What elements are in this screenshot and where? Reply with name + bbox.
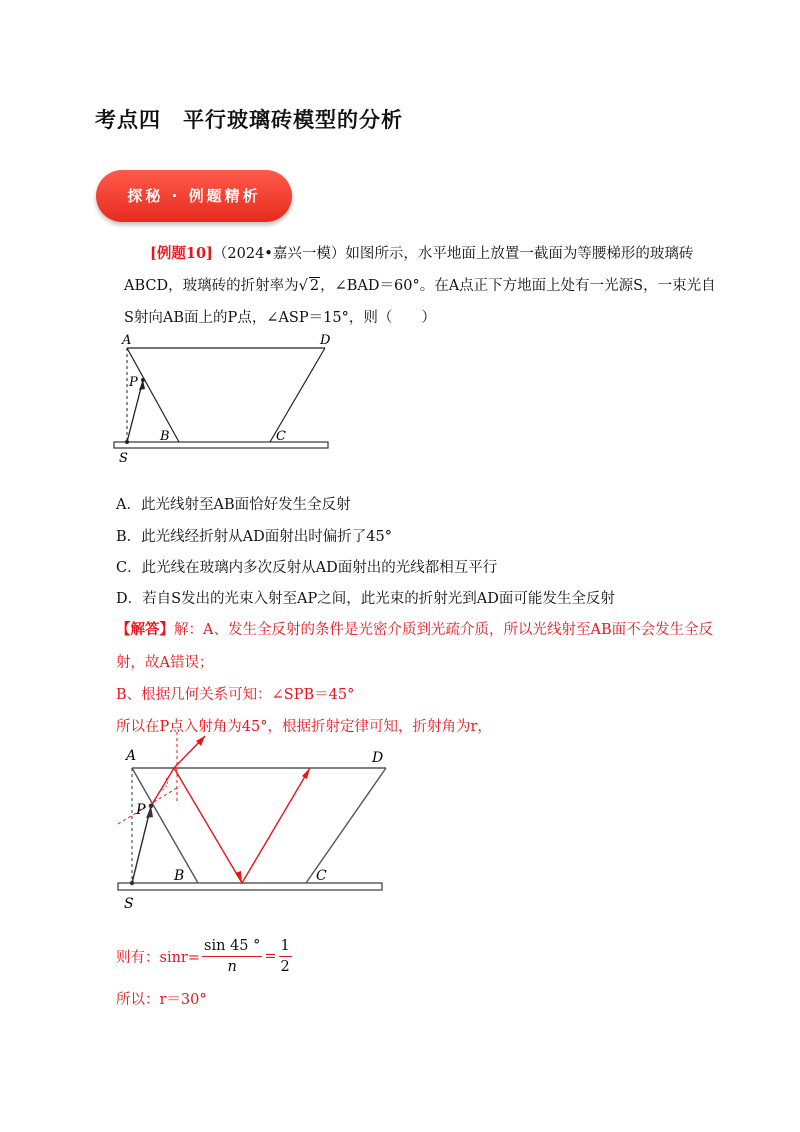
label-P: P bbox=[129, 375, 138, 390]
ground-plate bbox=[114, 442, 328, 448]
edge-DC-2 bbox=[306, 768, 386, 883]
point-P-2 bbox=[149, 804, 153, 808]
option-d: D．若自S发出的光束入射至AP之间，此光束的折射光到AD面可能发生全反射 bbox=[116, 591, 615, 607]
refracted-ray bbox=[151, 768, 310, 883]
example-text-2a: ABCD，玻璃砖的折射率为 bbox=[124, 278, 299, 294]
sqrt-value: 2 bbox=[309, 278, 320, 294]
answer-line-4: 所以在P点入射角为45°，根据折射定律可知，折射角为r， bbox=[116, 719, 492, 735]
label-C-2: C bbox=[316, 868, 327, 884]
formula-result bbox=[279, 936, 292, 977]
label-C: C bbox=[276, 429, 286, 444]
label-A-2: A bbox=[126, 748, 137, 764]
section-title: 考点四 平行玻璃砖模型的分析 bbox=[95, 108, 403, 132]
answer-tag: 【解答】 bbox=[116, 621, 174, 638]
ground-plate-2 bbox=[118, 883, 382, 890]
point-P bbox=[141, 378, 145, 382]
figure-trapezoid bbox=[100, 328, 340, 468]
normal-P bbox=[118, 786, 180, 824]
label-A: A bbox=[122, 333, 132, 348]
example-text-3: S射向AB面上的P点，∠ASP＝15°，则（ ） bbox=[124, 310, 436, 326]
edge-AB-2 bbox=[132, 768, 198, 883]
formula-eq: = bbox=[264, 948, 277, 965]
example-tag: [例题10] bbox=[150, 245, 213, 262]
example-line-1 bbox=[150, 236, 693, 272]
label-D-2: D bbox=[372, 750, 384, 766]
example-source: （2024•嘉兴一模） bbox=[212, 246, 346, 262]
label-B: B bbox=[160, 429, 170, 444]
point-S-2 bbox=[130, 881, 134, 885]
option-a: A．此光线射至AB面恰好发生全反射 bbox=[116, 497, 351, 513]
formula-result-den: 2 bbox=[280, 959, 290, 975]
example-text-2b: ，∠BAD＝60°。在A点正下方地面上处有一光源S，一束光自 bbox=[320, 278, 716, 294]
edge-DC bbox=[270, 348, 325, 442]
option-b: B．此光线经折射从AD面射出时偏折了45° bbox=[116, 529, 392, 545]
formula-prefix: 则有：sinr= bbox=[116, 950, 200, 966]
answer-line-5: 所以：r＝30° bbox=[116, 992, 207, 1008]
example-banner: 探秘 · 例题精析 bbox=[96, 170, 292, 222]
label-S: S bbox=[119, 451, 128, 466]
label-S-2: S bbox=[124, 896, 134, 912]
ray-arrow-mid bbox=[235, 871, 242, 883]
formula-fraction bbox=[202, 936, 262, 977]
label-B-2: B bbox=[174, 868, 185, 884]
answer-line-3: B、根据几何关系可知：∠SPB＝45° bbox=[116, 687, 355, 703]
figure-ray-path bbox=[110, 730, 400, 915]
formula-numerator: sin 45 ° bbox=[202, 936, 262, 957]
label-P-2: P bbox=[136, 802, 146, 818]
point-S bbox=[125, 440, 129, 444]
answer-line-1 bbox=[116, 612, 713, 648]
answer-line-2: 射，故A错误； bbox=[116, 655, 214, 671]
formula-line bbox=[116, 936, 294, 977]
option-c: C．此光线在玻璃内多次反射从AD面射出的光线都相互平行 bbox=[116, 560, 498, 576]
formula-denominator: n bbox=[227, 959, 237, 975]
edge-AB bbox=[127, 348, 179, 442]
formula-result-num: 1 bbox=[279, 936, 292, 957]
label-D: D bbox=[320, 333, 331, 348]
example-text-1: 如图所示，水平地面上放置一截面为等腰梯形的玻璃砖 bbox=[345, 246, 694, 262]
example-line-2: ABCD，玻璃砖的折射率为√ 2，∠BAD＝60°。在A点正下方地面上处有一光源S，一束光自 bbox=[124, 278, 716, 294]
answer-text-1: 解：A、发生全反射的条件是光密介质到光疏介质，所以光线射至AB面不会发生全反 bbox=[174, 622, 714, 638]
ray-arrow-right bbox=[302, 768, 310, 779]
